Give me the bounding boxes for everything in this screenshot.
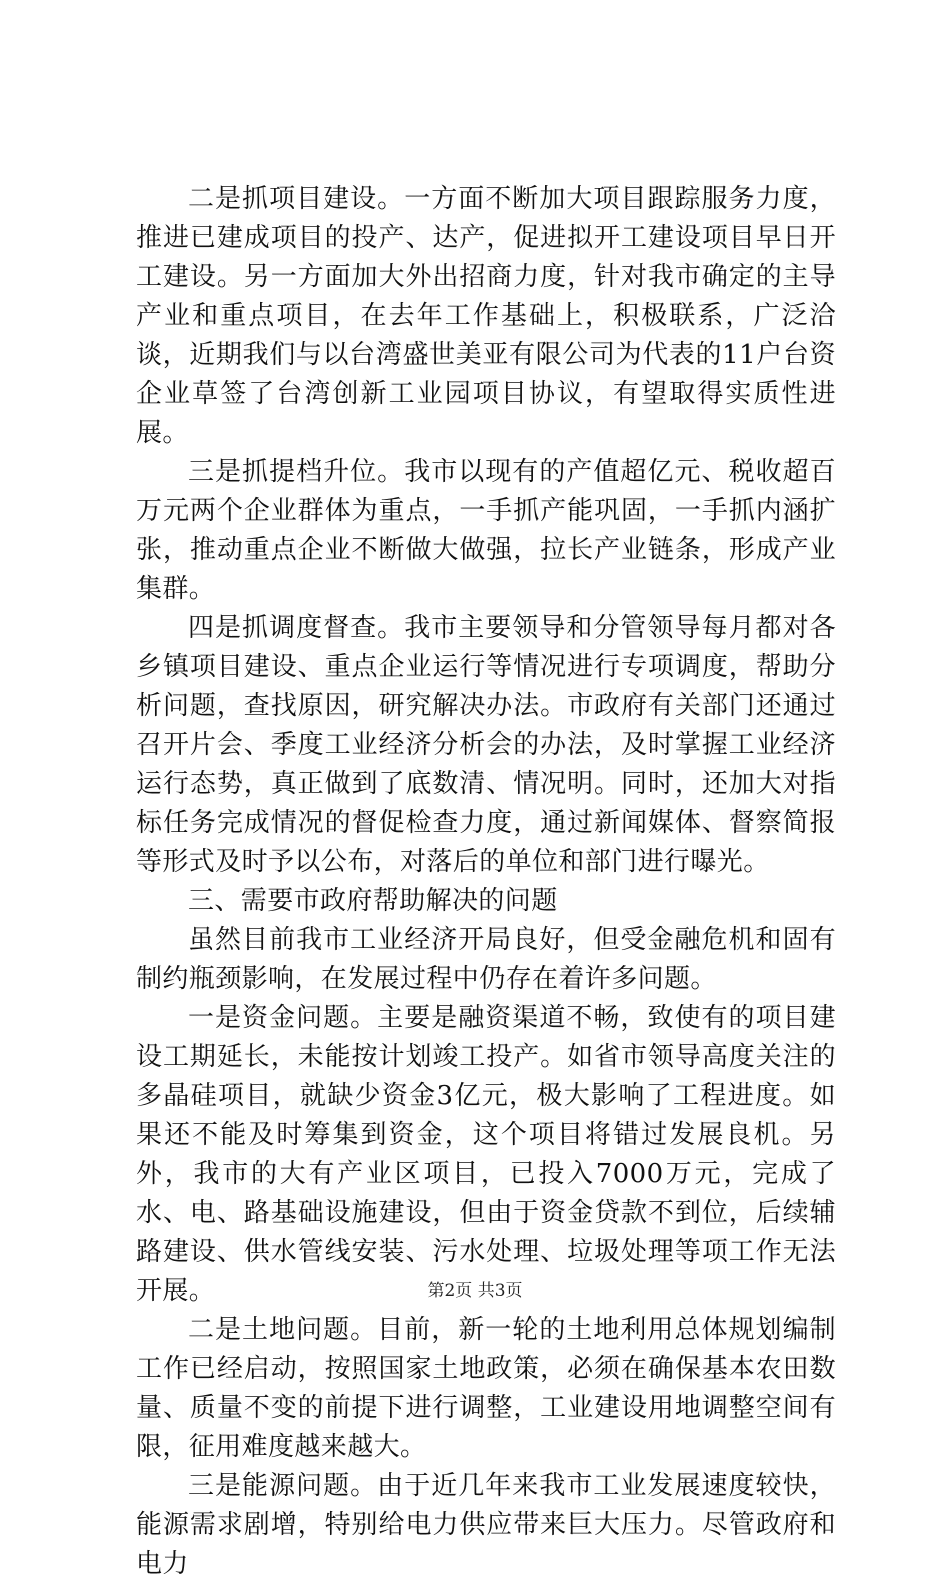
- paragraph-land-problem: 二是土地问题。目前，新一轮的土地利用总体规划编制工作已经启动，按照国家土地政策，必须在确保基本农田数量、质量不变的前提下进行调整，工业建设用地调整空间有限，征用难度越来越大。: [136, 1315, 836, 1462]
- paragraph-energy-problem: 三是能源问题。由于近几年来我市工业发展速度较快，能源需求剧增，特别给电力供应带来巨大压力。尽管政府和电力: [136, 1471, 836, 1579]
- paragraph-upgrade: 三是抓提档升位。我市以现有的产值超亿元、税收超百万元两个企业群体为重点，一手抓产能巩固，一手抓内涵扩张，推动重点企业不断做大做强，拉长产业链条，形成产业集群。: [136, 457, 836, 604]
- document-body: [136, 180, 836, 1584]
- paragraph-intro-problems: 虽然目前我市工业经济开局良好，但受金融危机和固有制约瓶颈影响，在发展过程中仍存在着许多问题。: [136, 925, 836, 994]
- paragraph-supervision: 四是抓调度督查。我市主要领导和分管领导每月都对各乡镇项目建设、重点企业运行等情况进行专项调度，帮助分析问题，查找原因，研究解决办法。市政府有关部门还通过召开片会、季度工业经济分析会的办法，及时掌握工业经济运行态势，真正做到了底数清、情况明。同时，还加大对指标任务完成情况的督促检查力度，通过新闻媒体、督察简报等形式及时予以公布，对落后的单位和部门进行曝光。: [136, 613, 836, 877]
- paragraph-project-construction: 二是抓项目建设。一方面不断加大项目跟踪服务力度，推进已建成项目的投产、达产，促进拟开工建设项目早日开工建设。另一方面加大外出招商力度，针对我市确定的主导产业和重点项目，在去年工作基础上，积极联系，广泛洽谈，近期我们与以台湾盛世美亚有限公司为代表的11户台资企业草签了台湾创新工业园项目协议，有望取得实质性进展。: [136, 184, 836, 448]
- page-number-footer: 第2页 共3页: [427, 1281, 523, 1301]
- section-heading: 三、需要市政府帮助解决的问题: [188, 886, 558, 916]
- paragraph-funding-problem: 一是资金问题。主要是融资渠道不畅，致使有的项目建设工期延长，未能按计划竣工投产。如省市领导高度关注的多晶硅项目，就缺少资金3亿元，极大影响了工程进度。如果还不能及时筹集到资金，这个项目将错过发展良机。另外，我市的大有产业区项目，已投入7000万元，完成了水、电、路基础设施建设，但由于资金贷款不到位，后续辅路建设、供水管线安装、污水处理、垃圾处理等项工作无法开展。: [136, 1003, 836, 1306]
